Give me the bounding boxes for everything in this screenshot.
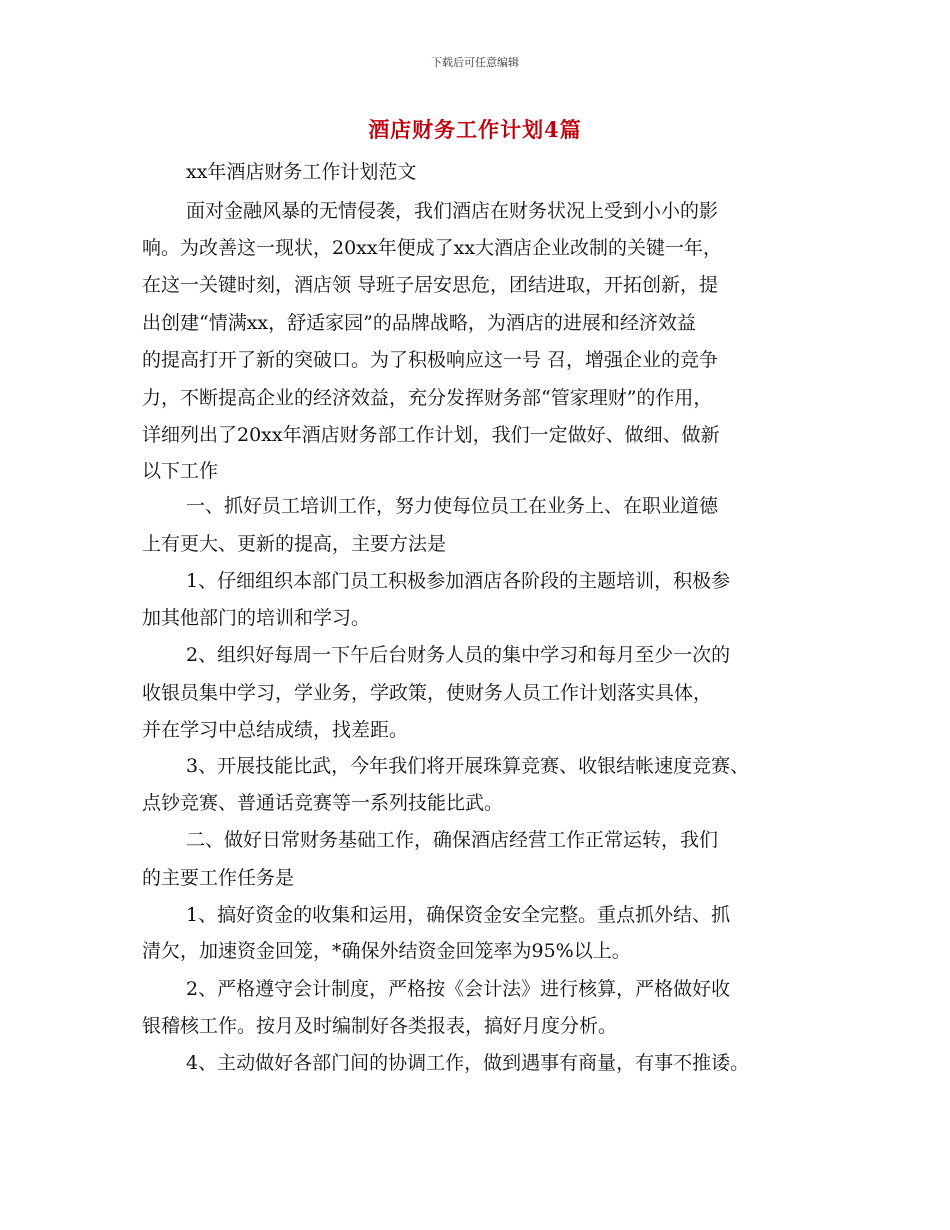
text-line: 1、搞好资金的收集和运用，确保资金安全完整。重点抓外结、抓 [186, 904, 731, 926]
text-line: 在这一关键时刻，酒店领 导班子居安思危，团结进取，开拓创新，提 [142, 274, 719, 296]
text-line: 出创建“情满xx，舒适家园”的品牌战略，为酒店的进展和经济效益 [142, 312, 696, 334]
text-line: 1、仔细组织本部门员工积极参加酒店各阶段的主题培训，积极参 [186, 570, 731, 592]
text-line: 收银员集中学习，学业务，学政策，使财务人员工作计划落实具体， [142, 682, 713, 704]
text-line: 二、做好日常财务基础工作，确保酒店经营工作正常运转，我们 [186, 829, 719, 851]
text-line: 银稽核工作。按月及时编制好各类报表，搞好月度分析。 [142, 1015, 618, 1037]
text-line: 力，不断提高企业的经济效益，充分发挥财务部“管家理财”的作用， [142, 387, 713, 409]
page-header: 下载后可任意编辑 [431, 56, 519, 69]
text-line: 的主要工作任务是 [142, 867, 295, 889]
text-line: 响。为改善这一现状，20xx年便成了xx大酒店企业改制的关键一年， [142, 237, 723, 259]
text-line: 上有更大、更新的提高，主要方法是 [142, 533, 447, 555]
text-line: 加其他部门的培训和学习。 [142, 607, 371, 629]
text-line: xx年酒店财务工作计划范文 [186, 161, 417, 183]
text-line: 详细列出了20xx年酒店财务部工作计划，我们一定做好、做细、做新 [142, 424, 720, 446]
text-line: 清欠，加速资金回笼，*确保外结资金回笼率为95%以上。 [142, 940, 631, 962]
text-line: 点钞竞赛、普通话竞赛等一系列技能比武。 [142, 792, 504, 814]
text-line: 一、抓好员工培训工作，努力使每位员工在业务上、在职业道德 [186, 495, 719, 517]
text-line: 3、开展技能比武，今年我们将开展珠算竞赛、收银结帐速度竞赛、 [186, 755, 750, 777]
text-line: 4、主动做好各部门间的协调工作，做到遇事有商量，有事不推诿。 [186, 1052, 750, 1074]
document-title: 酒店财务工作计划4篇 [368, 117, 582, 142]
text-line: 以下工作 [142, 460, 219, 482]
text-line: 的提高打开了新的突破口。为了积极响应这一号 召，增强企业的竞争 [142, 349, 719, 371]
text-line: 并在学习中总结成绩，找差距。 [142, 719, 409, 741]
text-line: 2、组织好每周一下午后台财务人员的集中学习和每月至少一次的 [186, 644, 731, 666]
text-line: 2、严格遵守会计制度，严格按《会计法》进行核算，严格做好收 [186, 978, 731, 1000]
text-line: 面对金融风暴的无情侵袭，我们酒店在财务状况上受到小小的影 [186, 200, 719, 222]
